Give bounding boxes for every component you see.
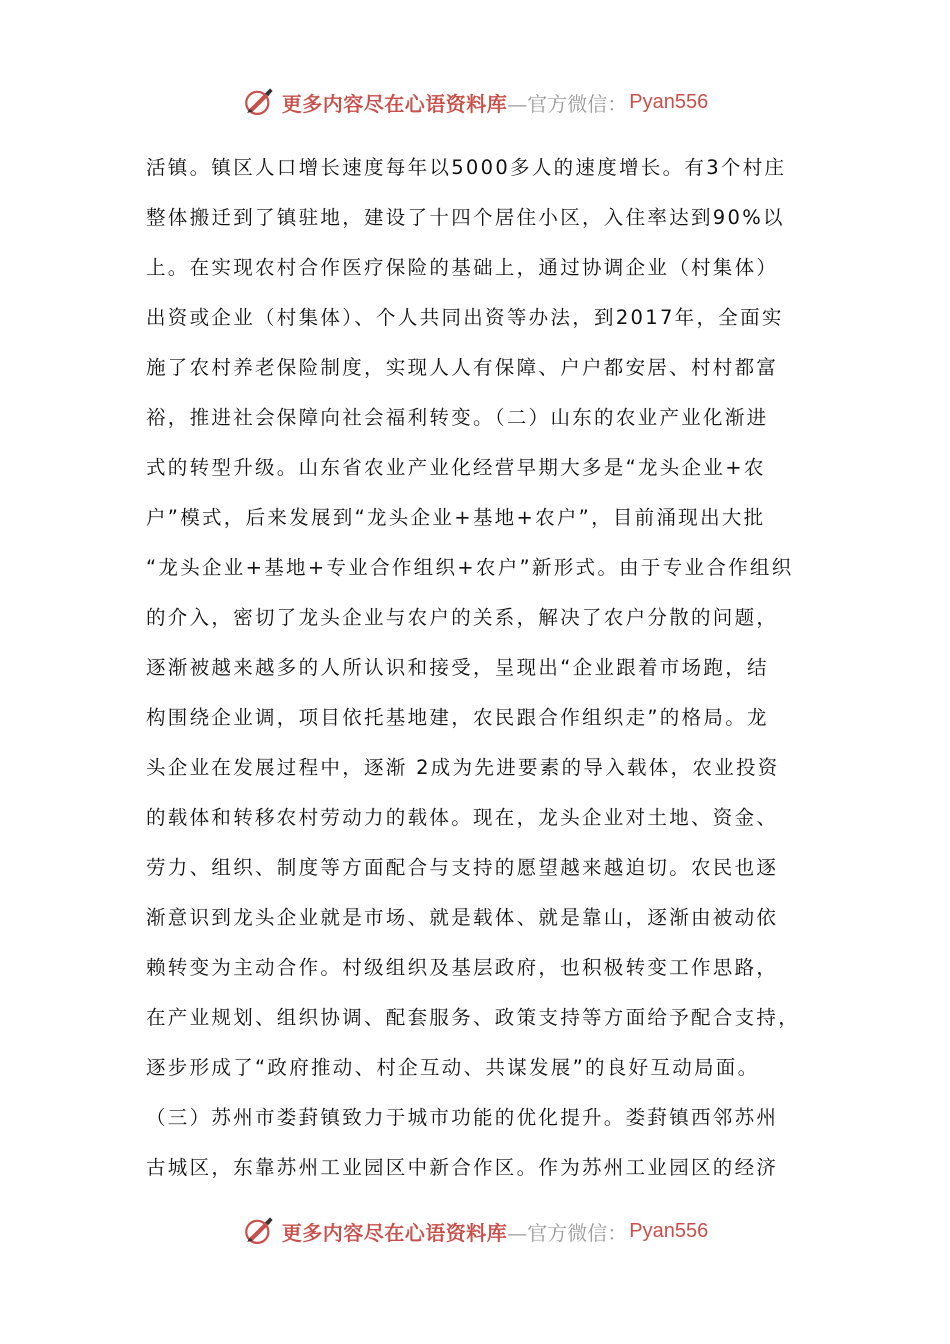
body-line: 头企业在发展过程中，逐渐 2成为先进要素的导入载体，农业投资 xyxy=(146,756,780,779)
body-line: 逐步形成了“政府推动、村企互动、共谋发展”的良好互动局面。 xyxy=(146,1056,760,1079)
body-line: 构围绕企业调，项目依托基地建，农民跟合作组织走”的格局。龙 xyxy=(146,706,769,729)
body-line: 活镇。镇区人口增长速度每年以5000多人的速度增长。有3个村庄 xyxy=(146,156,787,179)
body-line: 的载体和转移农村劳动力的载体。现在，龙头企业对土地、资金、 xyxy=(146,806,779,829)
body-line: 的介入，密切了龙头企业与农户的关系，解决了农户分散的问题， xyxy=(146,606,779,629)
header-banner xyxy=(0,82,950,122)
body-line: 裕，推进社会保障向社会福利转变。（二）山东的农业产业化渐进 xyxy=(146,406,769,429)
pen-logo-icon xyxy=(242,1214,276,1248)
document-body xyxy=(146,151,816,1201)
body-line: 赖转变为主动合作。村级组织及基层政府，也积极转变工作思路， xyxy=(146,956,779,979)
footer-brand-text: 更多内容尽在心语资料库 xyxy=(281,1220,508,1245)
body-line: 整体搬迁到了镇驻地，建设了十四个居住小区，入住率达到90%以 xyxy=(146,206,785,229)
body-line: 上。在实现农村合作医疗保险的基础上，通过协调企业（村集体） xyxy=(146,256,779,279)
body-line: 逐渐被越来越多的人所认识和接受，呈现出“企业跟着市场跑，结 xyxy=(146,656,769,679)
body-line: 古城区，东靠苏州工业园区中新合作区。作为苏州工业园区的经济 xyxy=(146,1156,779,1179)
header-wechat-id: Pyan556 xyxy=(629,90,709,113)
body-line: 施了农村养老保险制度，实现人人有保障、户户都安居、村村都富 xyxy=(146,356,779,379)
body-line: 劳力、组织、制度等方面配合与支持的愿望越来越迫切。农民也逐 xyxy=(146,856,779,879)
body-line: “龙头企业+基地+专业合作组织+农户”新形式。由于专业合作组织 xyxy=(146,556,794,579)
footer-separator-text: —官方微信： xyxy=(507,1220,628,1245)
body-line: 在产业规划、组织协调、配套服务、政策支持等方面给予配合支持， xyxy=(146,1006,801,1029)
footer-wechat-id: Pyan556 xyxy=(629,1219,709,1242)
footer-banner xyxy=(0,1211,950,1251)
body-line: 渐意识到龙头企业就是市场、就是载体、就是靠山，逐渐由被动依 xyxy=(146,906,779,929)
body-line: （三）苏州市娄葑镇致力于城市功能的优化提升。娄葑镇西邻苏州 xyxy=(146,1106,779,1129)
body-line: 式的转型升级。山东省农业产业化经营早期大多是“龙头企业+农 xyxy=(146,456,766,479)
body-line: 出资或企业（村集体）、个人共同出资等办法，到2017年，全面实 xyxy=(146,306,784,329)
header-separator-text: —官方微信： xyxy=(507,91,628,116)
pen-logo-icon xyxy=(242,85,276,119)
header-brand-text: 更多内容尽在心语资料库 xyxy=(281,91,508,116)
body-line: 户”模式，后来发展到“龙头企业+基地+农户”，目前涌现出大批 xyxy=(146,506,766,529)
